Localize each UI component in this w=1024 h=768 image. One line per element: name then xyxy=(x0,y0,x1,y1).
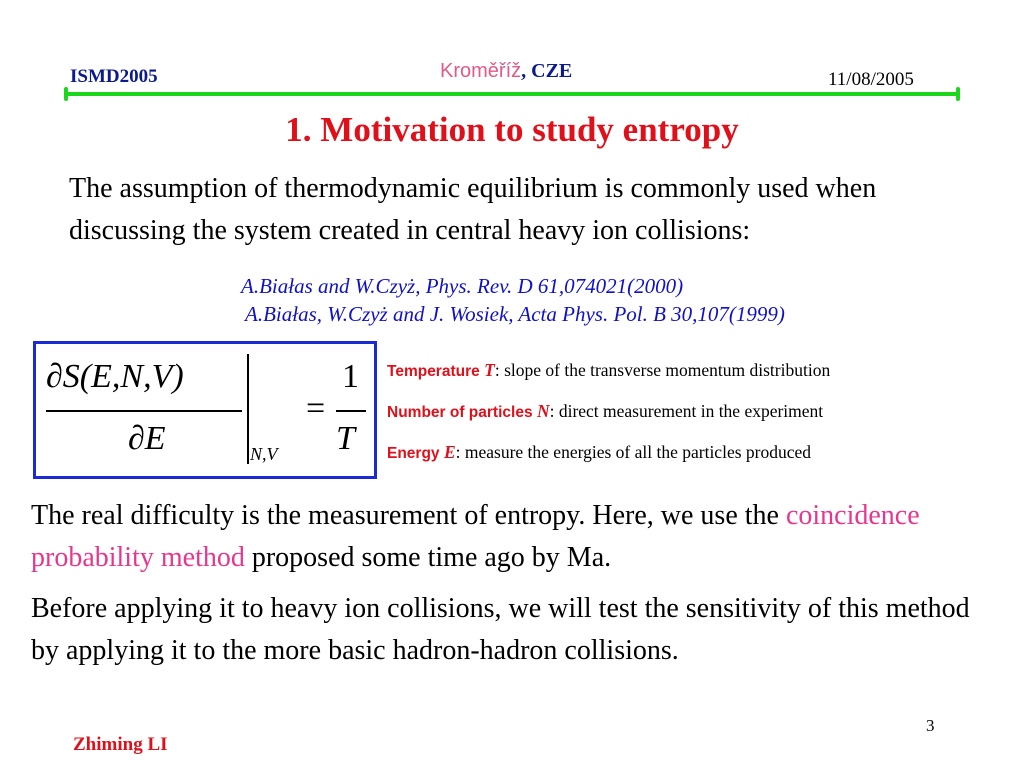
definition-text: direct measurement in the experiment xyxy=(554,401,824,421)
reference-1: A.Białas and W.Czyż, Phys. Rev. D 61,074021(2000) xyxy=(241,274,684,298)
definition-separator: : xyxy=(549,401,555,421)
equation-subscript: N,V xyxy=(250,444,278,464)
divider-cap-right xyxy=(956,87,960,101)
intro-paragraph: The assumption of thermodynamic equilibrium is commonly used when discussing the system created in central heavy ion collisions: xyxy=(69,173,877,246)
definition-symbol: E xyxy=(443,442,456,462)
definition-symbol: T xyxy=(484,360,495,380)
author-name: Zhiming LI xyxy=(73,734,168,755)
method-highlight: coincidence probability method xyxy=(31,500,920,573)
paragraph-text: The real difficulty is the measurement of entropy. Here, we use the xyxy=(31,500,786,531)
paragraph-text: proposed some time ago by Ma. xyxy=(244,542,612,573)
definition-term: Temperature xyxy=(387,363,480,380)
equation-rhs-denominator: T xyxy=(336,420,355,457)
equation-numerator: ∂S(E,N,V) xyxy=(46,358,184,395)
header-divider xyxy=(66,92,958,96)
plan-paragraph: Before applying it to heavy ion collisions, we will test the sensitivity of this method by applying it to the more basic hadron-hadron collisions. xyxy=(31,593,970,666)
slide-title: 1. Motivation to study entropy xyxy=(285,110,739,149)
equation-fraction-line xyxy=(46,410,242,412)
entropy-equation xyxy=(33,341,377,479)
equation-evaluation-bar xyxy=(247,354,249,464)
definition-term: Energy xyxy=(387,445,440,462)
equation-denominator: ∂E xyxy=(128,420,166,457)
divider-cap-left xyxy=(64,87,68,101)
conference-name: ISMD2005 xyxy=(70,66,158,87)
definition-term: Number of particles xyxy=(387,404,533,421)
reference-2: A.Białas, W.Czyż and J. Wosiek, Acta Phys. Pol. B 30,107(1999) xyxy=(245,302,785,326)
conference-location xyxy=(440,60,572,83)
definition-energy xyxy=(387,442,811,463)
definition-separator: : xyxy=(494,360,500,380)
equation-rhs-numerator: 1 xyxy=(342,358,359,395)
page-number: 3 xyxy=(926,716,935,735)
definition-text: slope of the transverse momentum distribution xyxy=(499,360,831,380)
location-country: , CZE xyxy=(521,60,573,82)
definition-temperature xyxy=(387,360,830,381)
definition-text: measure the energies of all the particles produced xyxy=(460,442,812,462)
difficulty-paragraph xyxy=(31,495,991,579)
definition-symbol: N xyxy=(536,401,550,421)
equation-rhs-fraction-line xyxy=(336,410,366,412)
conference-date: 11/08/2005 xyxy=(828,69,914,90)
equation-equals: = xyxy=(306,390,326,427)
definition-separator: : xyxy=(455,442,461,462)
definition-number-of-particles xyxy=(387,401,823,422)
location-city: Kroměříž xyxy=(440,60,522,82)
